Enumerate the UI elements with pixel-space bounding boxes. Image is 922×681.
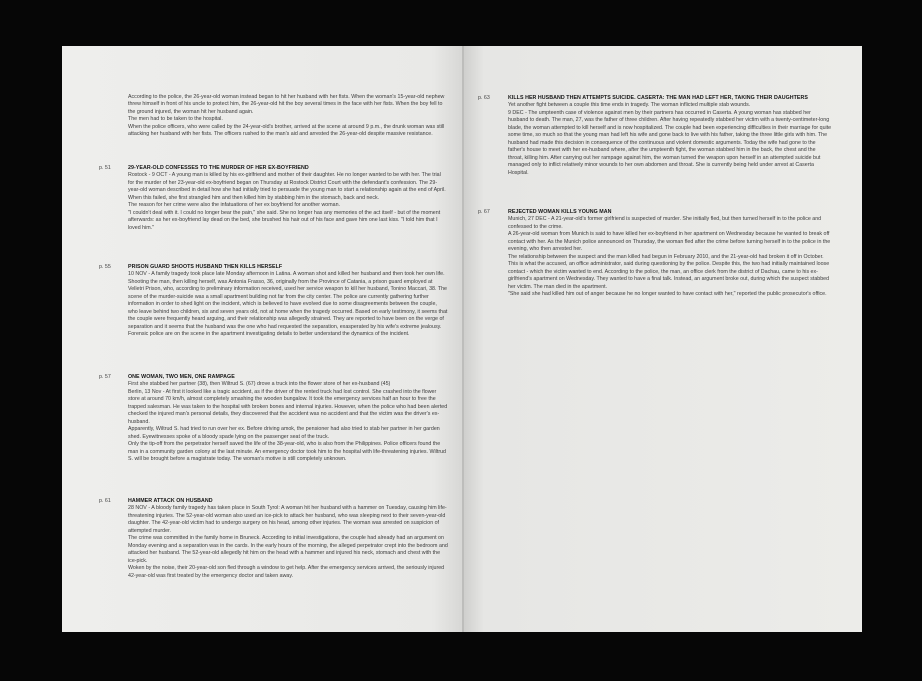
paragraph: "I couldn't deal with it. I could no longer bear the pain," she said. She no longer has any memories of the act itself - but of the moment afterwards: as her ex-boyfriend lay dead on the bed, she brushed his hair out of his face and gave him one last kiss. "I told him that I loved him.": [128, 209, 441, 231]
right-page: [464, 46, 862, 632]
paragraph: "She said she had killed him out of anger because he no longer wanted to have contact with her," reported the public prosecutor's office.: [508, 290, 827, 297]
book-spread: [62, 46, 862, 632]
intro-continuation: [128, 94, 448, 139]
paragraph: Rostock - 9 OCT - A young man is killed by his ex-girlfriend and mother of their daughter. He no longer wanted to be with her. The trial for the murder of her 23-year-old ex-boyfriend began on Thursday at Rostock District Court with the defendant's confession. The 29-year-old woman described in detail how she had initially tried to persuade the young man to start a relationship again at the end of April. When this failed, she first strangled him and then killed him by stabbing him in the stomach, back and neck.: [128, 172, 446, 201]
article-title: 29-YEAR-OLD CONFESSES TO THE MURDER OF HER EX-BOYFRIEND: [128, 165, 309, 171]
page-reference: p. 55: [99, 264, 111, 270]
paragraph: When the police officers, who were called by the 24-year-old's brother, arrived at the scene at around 9 p.m., the drunk woman was still attacking her husband with her fists. The officers rushed to the man's aid and arrested the 26-year-old despite massive resistance.: [128, 123, 445, 138]
article-prison-guard: [128, 264, 448, 339]
article-title: HAMMER ATTACK ON HUSBAND: [128, 498, 213, 504]
page-reference: p. 51: [99, 165, 111, 171]
paragraph: Berlin, 13 Nov - At first it looked like a tragic accident, as if the driver of the rented truck had lost control. She crashed into the flower store at around 70 km/h, almost completely smashing the wooden bungalow. It took the emergency services half an hour to free the trapped salesman. He was taken to the hospital with broken bones and internal injuries. However, when the police who had been alerted checked the injured man's personal details, they discovered that the accident was no accident and that the victim was the driver's ex-husband.: [128, 388, 448, 425]
article-murder-ex-boyfriend: [128, 165, 448, 232]
paragraph: The crime was committed in the family home in Bruneck. According to initial investigations, the couple had already had an argument on Monday evening and a separation was in the cards. In the early hours of the morning, the alleged perpetrator crept into the bedroom and attacked her husband. The 52-year-old allegedly hit him on the head with a hammer and injured his neck, stomach and chest with the ice-pick.: [128, 535, 448, 564]
page-reference: p. 57: [99, 374, 111, 380]
page-reference: p. 67: [478, 209, 490, 215]
paragraph: Only the tip-off from the perpetrator herself saved the life of the 38-year-old, who is also from the Philippines. Police officers found the man in a community garden colony at the last minute. An emergency doctor took him to the hospital with life-threatening injuries. Wiltrud S. will be brought before a magistrate today. The woman's motive is still completely unknown.: [128, 441, 446, 462]
paragraph: First she stabbed her partner (38), then Wiltrud S. (67) drove a truck into the flower store of her ex-husband (45): [128, 381, 391, 388]
article-hammer-attack: [128, 498, 448, 580]
paragraph: 28 NOV - A bloody family tragedy has taken place in South Tyrol: A woman hit her husband with a hammer on Tuesday, causing him life-threatening injuries. The 52-year-old woman also used an ice-pick to attack her husband, who was sleeping next to their seven-year-old daughter. The 42-year-old victim had to undergo surgery on his head, among other injuries. The woman was arrested on suspicion of attempted murder.: [128, 505, 447, 534]
paragraph: 10 NOV - A family tragedy took place late Monday afternoon in Latina. A woman shot and killed her husband and then took her own life. Shooting the man, then killing herself, was Antonia Frasso, 36, originally from the Province of Catania, a prison guard employed at Velletri Prison, who, according to preliminary information received, used her service weapon to kill her husband, Tonino Maccari, 38. The scene of the murder-suicide was a small apartment building not far from the city center. The police are currently gathering further information in order to shed light on the incident, which is believed to have evolved due to some disagreements between the couple, who leave behind two children, six and seven years old, not at home when the tragedy occurred. Based on early testimony, it seems that the couple were frequently heard arguing, and their relationship was allegedly strained. They are reported to have been on the verge of separation and it seems that the husband was the one who had requested the separation, exasperated by his wife's extreme jealousy. Forensic police are on the scene in the apartment investigating details to better understand the dynamics of the incident.: [128, 271, 448, 338]
article-title: ONE WOMAN, TWO MEN, ONE RAMPAGE: [128, 374, 235, 380]
paragraph: The relationship between the suspect and the man killed had begun in February 2010, and the 21-year-old had broken it off in October. This is what the accused, an office administrator, said during questioning by the police. Despite this, the two had initially maintained loose contact - which the victim wanted to end. According to the police, the man, an office clerk from the district of Dachau, came to his ex-girlfriend's apartment on Wednesday. They wanted to have a final talk. Instead, an argument broke out, during which the suspect stabbed her victim. The man died in the apartment.: [508, 253, 830, 290]
paragraph: A 26-year-old woman from Munich is said to have killed her ex-boyfriend in her apartment on Wednesday because he wanted to break off contact with her. As the Munich police announced on Thursday, the woman fled after the crime before turning herself in to the police in the evening, who then arrested her.: [508, 231, 831, 253]
paragraph: The men had to be taken to the hospital.: [128, 116, 223, 123]
page-reference: p. 63: [478, 95, 490, 101]
page-reference: p. 61: [99, 498, 111, 504]
article-caserta: [508, 95, 832, 177]
article-title: REJECTED WOMAN KILLS YOUNG MAN: [508, 209, 612, 215]
paragraph: 9 DEC - The umpteenth case of violence against men by their partners has occurred in Caserta. A young woman has stabbed her husband to death. The man, 27, was the father of three children. After having repeatedly stabbed her victim with a twenty-centimeter-long blade, the woman attempted to kill herself and is now hospitalized. The couple had been experiencing difficulties in their marriage for quite some time, so much so that the young man had left his wife and gone back to live with his father, taking the three little girls with him. The husband had made this decision in consequence of the continuous and violent domestic arguments. Today the wife had gone to the father's house to meet with her ex-husband where, after the umpteenth fight, the woman stabbed him in the back, the chest and the throat, killing him. After carrying out her rampage against him, the woman turned the weapon upon herself in an attempted suicide but managed only to inflict relatively minor wounds to her own abdomen and throat. She is currently being held under arrest at Caserta Hospital.: [508, 109, 832, 176]
paragraph: Yet another fight between a couple this time ends in tragedy. The woman inflicted multiple stab wounds.: [508, 102, 751, 109]
article-rejected-woman: [508, 209, 832, 298]
paragraph: Munich, 27 DEC - A 21-year-old's former girlfriend is suspected of murder. She initially fled, but then turned herself in to the police and confessed to the crime.: [508, 216, 822, 230]
left-page: [62, 46, 464, 632]
paragraph: According to the police, the 26-year-old woman instead began to hit her husband with her fists. When the woman's 15-year-old nephew threw himself in front of his uncle to protect him, the 26-year-old hit the boy several times in the face with her fists. When the boy fell to the ground injured, the woman hit her husband again.: [128, 94, 445, 115]
paragraph: Woken by the noise, their 20-year-old son fled through a window to get help. After the emergency services arrived, the seriously injured 42-year-old was first treated by the emergency doctor and taken away.: [128, 565, 445, 579]
paragraph: The reason for her crime were also the infatuations of her ex boyfriend for another woman.: [128, 202, 340, 209]
article-title: PRISON GUARD SHOOTS HUSBAND THEN KILLS HERSELF: [128, 264, 283, 270]
article-rampage: [128, 374, 448, 463]
paragraph: Apparently, Wiltrud S. had tried to run over her ex. Before driving amok, the pensioner had also tried to stab her partner in her garden shed. Eyewitnesses spoke of a bloody spade lying on the passenger seat of the truck.: [128, 426, 440, 440]
article-title: KILLS HER HUSBAND THEN ATTEMPTS SUICIDE. CASERTA: THE MAN HAD LEFT HER, TAKING THEIR DAUGHTERS: [508, 95, 808, 101]
